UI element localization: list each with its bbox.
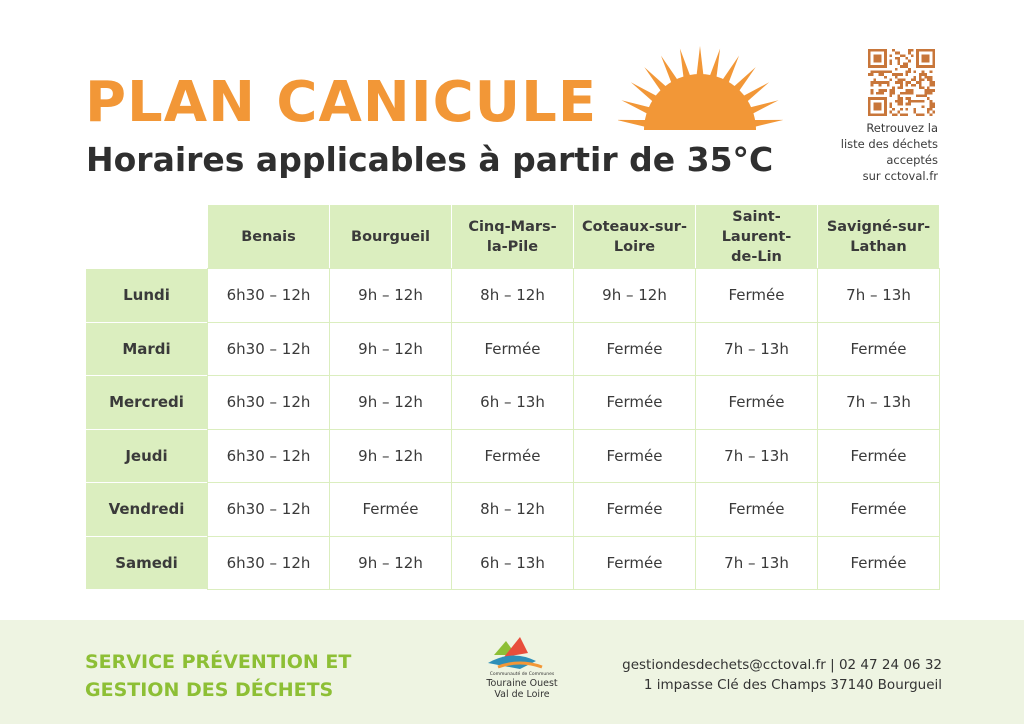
row-header-day: Mardi (86, 323, 207, 376)
table-cell: 7h – 13h (696, 430, 817, 483)
qr-caption-line: acceptés (886, 153, 938, 167)
logo-name-line: Val de Loire (494, 689, 550, 700)
table-cell: Fermée (818, 323, 939, 376)
table-cell: 6h – 13h (452, 376, 573, 429)
contact-info (600, 655, 942, 695)
table-cell: 6h30 – 12h (208, 323, 329, 376)
page-subtitle: Horaires applicables à partir de 35°C (86, 140, 774, 179)
table-cell: Fermée (574, 376, 695, 429)
column-header-line: Lathan (850, 238, 907, 255)
row-header-day: Mercredi (86, 376, 207, 429)
table-cell: Fermée (574, 537, 695, 590)
table-cell: Fermée (574, 323, 695, 376)
sun-icon (618, 40, 783, 134)
row-header-day: Lundi (86, 269, 207, 322)
logo-text (470, 672, 574, 700)
column-header-line: Loire (613, 238, 656, 255)
column-header-line: Saint- (732, 208, 781, 225)
table-cell: Fermée (818, 430, 939, 483)
service-name (85, 648, 405, 704)
table-cell: Fermée (574, 483, 695, 536)
qr-caption-line: sur cctoval.fr (862, 169, 938, 183)
table-row (86, 269, 939, 322)
service-name-line: SERVICE PRÉVENTION ET (85, 651, 352, 673)
row-header-day: Jeudi (86, 430, 207, 483)
column-header-saint-laurent-de-lin (696, 205, 817, 268)
table-row (86, 430, 939, 483)
row-header-day: Samedi (86, 537, 207, 590)
table-cell: Fermée (818, 483, 939, 536)
table-cell: 9h – 12h (330, 323, 451, 376)
table-cell: 9h – 12h (330, 430, 451, 483)
table-cell: Fermée (696, 269, 817, 322)
table-cell: 8h – 12h (452, 483, 573, 536)
row-header-day: Vendredi (86, 483, 207, 536)
table-cell: 9h – 12h (574, 269, 695, 322)
service-name-line: GESTION DES DÉCHETS (85, 679, 334, 701)
column-header-line: Laurent- (721, 228, 792, 245)
table-cell: 6h30 – 12h (208, 269, 329, 322)
table-cell: Fermée (452, 430, 573, 483)
table-cell: Fermée (696, 376, 817, 429)
table-header-row (86, 205, 939, 268)
table-cell: Fermée (330, 483, 451, 536)
column-header-line: Cinq-Mars- (468, 218, 557, 235)
logo-small-text: Communauté de Communes (489, 672, 555, 677)
table-cell: 9h – 12h (330, 376, 451, 429)
table-cell: 7h – 13h (818, 376, 939, 429)
qr-caption (820, 120, 938, 184)
page-title: PLAN CANICULE (85, 70, 598, 135)
table-cell: 6h30 – 12h (208, 483, 329, 536)
table-cell: 7h – 13h (696, 537, 817, 590)
column-header-line: Bourgueil (351, 228, 430, 245)
table-cell: 6h – 13h (452, 537, 573, 590)
table-row (86, 323, 939, 376)
qr-caption-line: liste des déchets (840, 137, 938, 151)
column-header-benais (208, 205, 329, 268)
table-cell: 6h30 – 12h (208, 376, 329, 429)
column-header-coteaux-sur-loire (574, 205, 695, 268)
table-cell: Fermée (452, 323, 573, 376)
qr-code[interactable] (868, 49, 935, 116)
column-header-line: la-Pile (486, 238, 539, 255)
table-row (86, 483, 939, 536)
column-header-line: Coteaux-sur- (582, 218, 687, 235)
table-cell: 7h – 13h (818, 269, 939, 322)
contact-address: 1 impasse Clé des Champs 37140 Bourgueil (643, 677, 942, 693)
column-header-line: de-Lin (731, 248, 782, 265)
column-header-bourgueil (330, 205, 451, 268)
table-cell: Fermée (818, 537, 939, 590)
table-cell: 8h – 12h (452, 269, 573, 322)
column-header-line: Savigné-sur- (826, 218, 931, 235)
column-header-cinq-mars-la-pile (452, 205, 573, 268)
table-cell: 7h – 13h (696, 323, 817, 376)
table-corner (86, 205, 207, 268)
table-cell: 9h – 12h (330, 269, 451, 322)
column-header-line: Benais (241, 228, 296, 245)
column-header-savigne-sur-lathan (818, 205, 939, 268)
table-row (86, 537, 939, 590)
schedule-table (85, 204, 940, 590)
qr-caption-line: Retrouvez la (866, 121, 938, 135)
table-cell: Fermée (696, 483, 817, 536)
logo-name-line: Touraine Ouest (486, 678, 558, 689)
table-cell: Fermée (574, 430, 695, 483)
table-cell: 6h30 – 12h (208, 430, 329, 483)
table-row (86, 376, 939, 429)
table-cell: 9h – 12h (330, 537, 451, 590)
table-cell: 6h30 – 12h (208, 537, 329, 590)
contact-email-phone[interactable]: gestiondesdechets@cctoval.fr | 02 47 24 06 32 (622, 657, 942, 673)
